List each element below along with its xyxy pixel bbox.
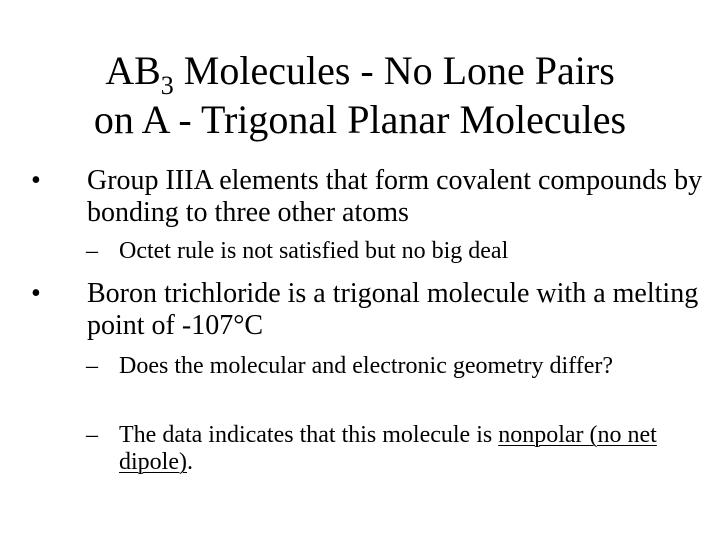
title-line-2: on A - Trigonal Planar Molecules (93, 97, 627, 142)
bullet-boron-trichloride (31, 278, 711, 342)
title-formula-prefix: AB (105, 48, 161, 93)
subpoint-marker: – (86, 353, 98, 379)
title-line-1-text: Molecules - No Lone Pairs (173, 48, 615, 93)
bullet-marker: • (31, 278, 41, 309)
bullet-marker: • (31, 165, 41, 196)
subpoint-nonpolar (86, 422, 706, 476)
subpoint-marker: – (86, 422, 98, 448)
title-formula-subscript: 3 (160, 71, 174, 100)
bullet-text: Group IIIA elements that form covalent compounds by bonding to three other atoms (87, 165, 703, 228)
subpoint-octet-rule (86, 238, 706, 265)
subpoint-text: Does the molecular and electronic geometry differ? (119, 353, 614, 379)
subpoint-text: Octet rule is not satisfied but no big deal (119, 238, 509, 264)
subpoint-text-suffix: . (186, 449, 193, 475)
title-line-1 (0, 46, 720, 100)
subpoint-text (119, 422, 689, 476)
subpoint-geometry-question (86, 353, 706, 407)
bullet-group-iiia (31, 165, 711, 229)
bullet-text: Boron trichloride is a trigonal molecule with a melting point of -107°C (87, 278, 699, 341)
subpoint-marker: – (86, 238, 98, 264)
slide-title (0, 46, 720, 144)
nonpolar-underlined-text: nonpolar (no net dipole) (119, 422, 657, 475)
subpoint-text-prefix: The data indicates that this molecule is (119, 422, 499, 448)
